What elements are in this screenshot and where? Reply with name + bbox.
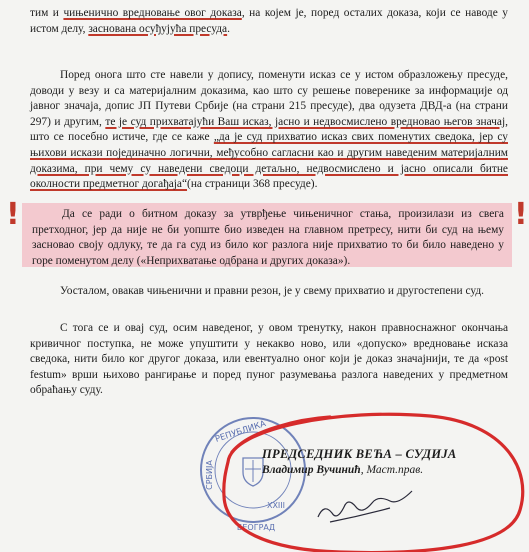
- p2-text-c: , што се посебно истиче, где се каже: [30, 115, 508, 144]
- signature-name-line: [262, 464, 423, 476]
- handwritten-signature: [318, 491, 412, 522]
- p1-underlined-a: чињенично вредновање овог доказа: [63, 7, 242, 19]
- exclamation-right-icon: !: [514, 197, 528, 232]
- p1-text-e: .: [227, 22, 230, 35]
- p2-underlined-a: те је суд прихватајући Ваш исказ, јасно и недвосмислено вредновао његов значај: [105, 115, 506, 128]
- p2-text-e: (на страници 368 пресуде).: [187, 178, 318, 191]
- stamp-side-text: XXIII: [266, 501, 286, 510]
- p5-text: С тога се и овај суд, осим наведеног, у овом тренутку, након правноснажног окончања кривичног поступка, не може упуштити у некакво ново, или «допуско» вредновање исказа сведока, нити било ког другог доказа, или евентуално оног који је доказ значајнији, те да «post festum» врши њихово рангирање и поред пуног разумевања разлога наведених у предметном обраћању суду.: [30, 322, 508, 397]
- p1-underlined-b: заснована осуђујућа пресуда: [88, 22, 228, 35]
- stamp-top-text: РЕПУБЛИКА: [214, 419, 268, 445]
- stamp-ring-text: СРБИЈА: [205, 460, 214, 490]
- exclamation-left-icon: !: [6, 197, 20, 232]
- p1-text-a: тим и: [30, 7, 64, 19]
- p3-text: Да се ради о битном доказу за утврђење чињеничног стања, произилази из свега претходног, јер да није не би уопште био изведен на главном претресу, нити би суд на њему засновао своју одлуку, те да га суд из било ког разлога није прихватио то би било наведено у горе поменутом делу («Неприхватање одбрана и других доказа»).: [32, 208, 504, 267]
- p2-quote: „да је суд прихватио исказ свих поменутих сведока, јер су њихови искази појединачно логични, међусобно сагласни као и другим наведеним материјалним доказима, при чему су наведени сведоци детаљно, недвосмислено и јасно описали битне околности предметног догађаја“: [30, 131, 508, 191]
- p1-text-c: , на којем је, поред осталих доказа, који се наводе у истом делу,: [30, 7, 509, 35]
- p4-text: Уосталом, овакав чињенични и правни резон, је у свему прихватио и другостепени суд.: [60, 285, 484, 297]
- stamp-city-text: БЕОГРАД: [236, 523, 276, 532]
- signature-suffix: , Маст.прав.: [360, 464, 424, 476]
- p2-text-a: Поред онога што сте навели у допису, поменути исказ се у истом образложењу пресуде, доводи у везу и са материјалним доказима, као што су решење поверенике за информације од јавног значаја, допис ЈП Путеви Србије (на страни 215 пресуде), два одузета ДВД-а (на страни 297) и другим,: [30, 69, 508, 128]
- coat-of-arms-icon: [243, 458, 263, 486]
- signature-name: Владимир Вучинић: [262, 464, 361, 476]
- signature-title: ПРЕДСЕДНИК ВЕЋА – СУДИЈА: [262, 447, 457, 461]
